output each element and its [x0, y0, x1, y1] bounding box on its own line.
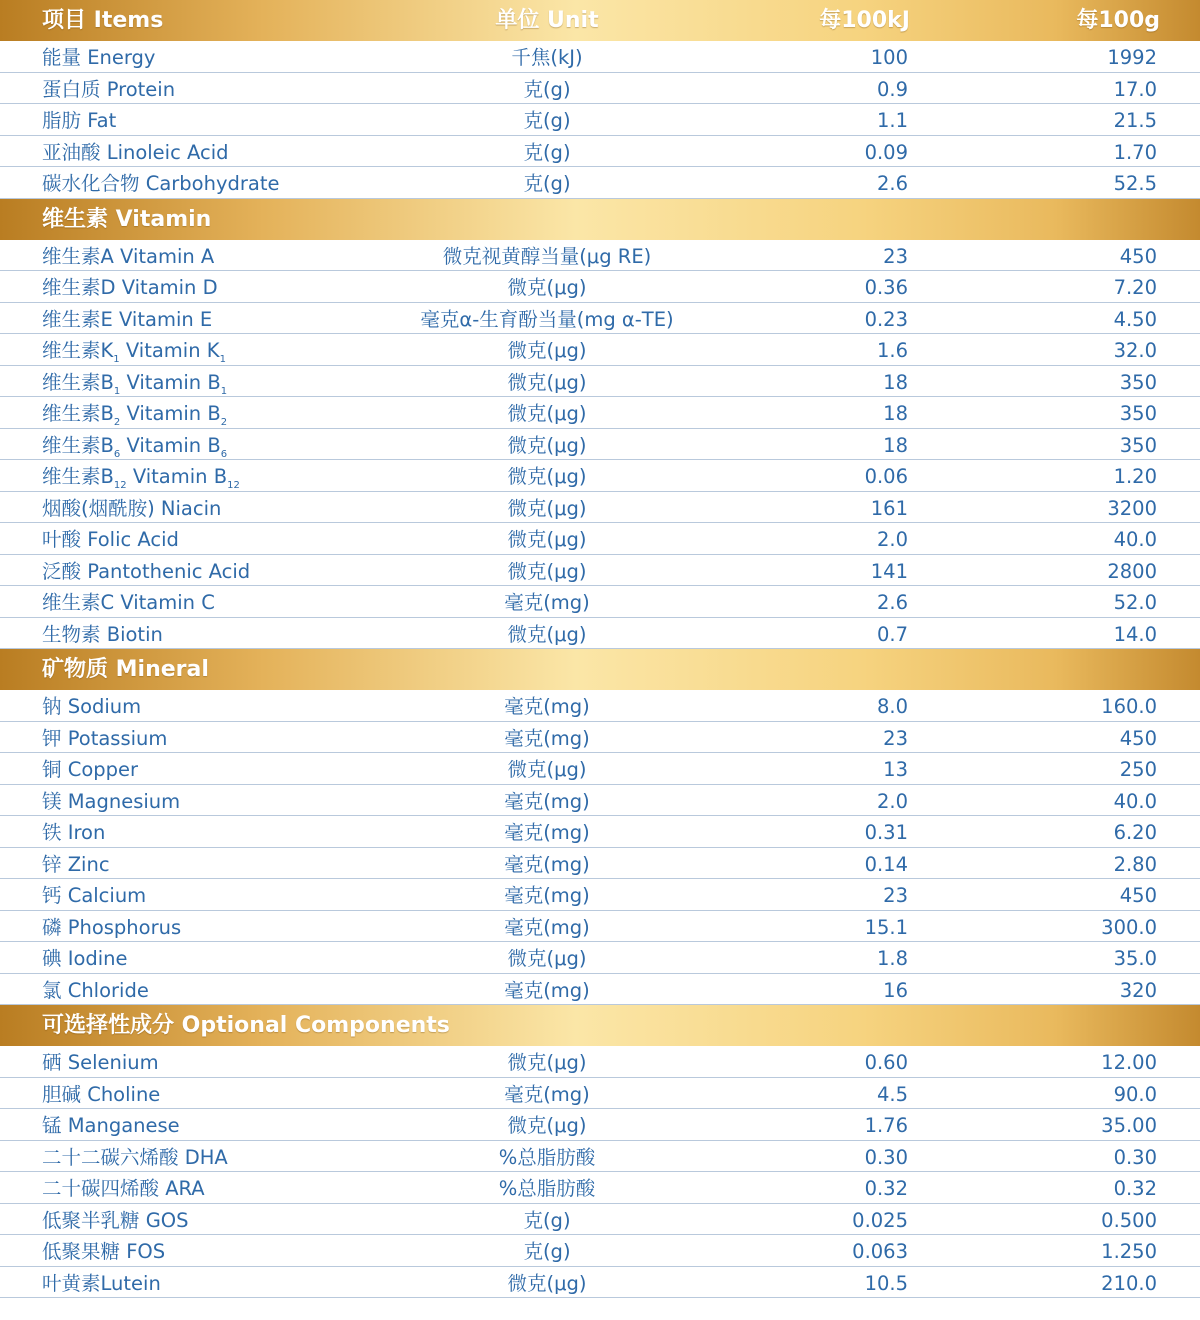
section-header [0, 1005, 1200, 1046]
item-unit: 微克(μg) [507, 559, 587, 583]
item-unit: 克(g) [523, 1240, 571, 1263]
value-per-100g: 12.00 [1101, 1051, 1157, 1074]
item-name-cn: 维生素K [42, 339, 114, 362]
table-row [0, 303, 1200, 335]
value-per-100g: 21.5 [1113, 109, 1157, 132]
value-per-100g: 450 [1119, 884, 1157, 907]
item-name: 碘 Iodine [42, 947, 128, 970]
table-row [0, 104, 1200, 136]
table-row [0, 785, 1200, 817]
value-per-100g: 450 [1119, 726, 1157, 750]
item-unit: 克(g) [523, 109, 571, 132]
value-per-100kj: 1.6 [876, 339, 908, 362]
table-row [0, 555, 1200, 587]
item-subscript: 12 [227, 480, 240, 491]
item-subscript: 6 [220, 448, 228, 460]
table-row [0, 366, 1200, 398]
item-name: 维生素D Vitamin D [42, 276, 218, 299]
value-per-100kj: 8.0 [876, 695, 908, 718]
item-name: 亚油酸 Linoleic Acid [42, 140, 229, 164]
value-per-100g: 90.0 [1113, 1082, 1157, 1106]
section-title: 矿物质 Mineral [42, 657, 209, 682]
value-per-100g: 0.32 [1113, 1177, 1157, 1200]
value-per-100g: 17.0 [1113, 77, 1157, 101]
table-row [0, 397, 1200, 429]
item-unit: 毫克α-生育酚当量(mg α-TE) [420, 307, 674, 331]
table-row [0, 460, 1200, 492]
value-per-100g: 40.0 [1113, 528, 1157, 551]
value-per-100g: 1.250 [1101, 1240, 1157, 1263]
value-per-100g: 1.70 [1113, 140, 1157, 164]
value-per-100g: 3200 [1107, 496, 1157, 520]
value-per-100g: 210.0 [1101, 1271, 1157, 1295]
item-unit: 微克(μg) [507, 465, 587, 488]
item-name-cn: 维生素B [42, 402, 114, 425]
item-name [42, 397, 227, 428]
item-unit: 毫克(mg) [504, 695, 590, 718]
value-per-100g: 35.0 [1113, 947, 1157, 970]
item-name: 生物素 Biotin [42, 622, 163, 646]
value-per-100g: 6.20 [1113, 821, 1157, 844]
item-name [42, 366, 227, 397]
table-row [0, 167, 1200, 199]
section-title: 可选择性成分 Optional Components [42, 1013, 450, 1038]
item-unit: 克(g) [523, 140, 571, 164]
item-name: 铜 Copper [42, 758, 139, 781]
table-row [0, 1078, 1200, 1110]
table-header [0, 0, 1200, 41]
table-row [0, 1204, 1200, 1236]
table-row [0, 879, 1200, 911]
table-row [0, 334, 1200, 366]
value-per-100g: 7.20 [1113, 276, 1157, 299]
item-unit: 微克(μg) [507, 1051, 587, 1074]
item-name: 二十二碳六烯酸 DHA [42, 1145, 228, 1169]
item-name: 钙 Calcium [42, 884, 147, 907]
value-per-100kj: 15.1 [864, 915, 908, 939]
section-header [0, 199, 1200, 240]
item-unit: 微克(μg) [507, 433, 587, 457]
value-per-100g: 160.0 [1101, 695, 1157, 718]
table-row [0, 1267, 1200, 1299]
value-per-100kj: 100 [870, 46, 908, 69]
item-name: 维生素A Vitamin A [42, 244, 215, 268]
item-name-en: Vitamin B [126, 465, 228, 488]
value-per-100kj: 1.8 [876, 947, 908, 970]
item-unit: 微克(μg) [507, 496, 587, 520]
value-per-100g: 0.500 [1101, 1208, 1157, 1232]
value-per-100kj: 0.30 [864, 1145, 908, 1169]
table-row [0, 41, 1200, 73]
value-per-100g: 1.20 [1113, 465, 1157, 488]
item-subscript: 1 [113, 385, 121, 397]
value-per-100g: 1992 [1107, 46, 1157, 69]
item-name: 二十碳四烯酸 ARA [42, 1177, 205, 1200]
table-row [0, 586, 1200, 618]
value-per-100kj: 1.1 [876, 109, 908, 132]
value-per-100kj: 0.06 [864, 465, 908, 488]
item-unit: %总脂肪酸 [498, 1177, 596, 1200]
item-unit: 微克(μg) [507, 339, 587, 362]
header-per-100kj: 每100kJ [819, 8, 910, 33]
item-name: 氯 Chloride [42, 978, 149, 1002]
value-per-100g: 350 [1119, 402, 1157, 425]
item-unit: 毫克(mg) [504, 852, 590, 876]
item-unit: 千焦(kJ) [511, 46, 583, 69]
value-per-100kj: 161 [870, 496, 908, 520]
item-unit: 微克(μg) [507, 370, 587, 394]
table-row [0, 1172, 1200, 1204]
item-name: 烟酸(烟酰胺) Niacin [42, 496, 222, 520]
item-unit: 微克(μg) [507, 402, 587, 425]
item-name: 维生素C Vitamin C [42, 591, 215, 614]
value-per-100g: 0.30 [1113, 1145, 1157, 1169]
value-per-100kj: 16 [883, 978, 908, 1002]
item-name-cn: 维生素B [42, 465, 114, 488]
header-per-100g: 每100g [1076, 8, 1160, 33]
item-subscript: 1 [113, 354, 120, 365]
value-per-100kj: 4.5 [876, 1082, 908, 1106]
item-name: 能量 Energy [42, 46, 156, 69]
item-name-cn: 维生素B [42, 370, 114, 394]
value-per-100g: 450 [1119, 244, 1157, 268]
table-body [0, 41, 1200, 1298]
value-per-100g: 14.0 [1113, 622, 1157, 646]
value-per-100g: 250 [1119, 758, 1157, 781]
item-subscript: 2 [220, 417, 228, 428]
table-row [0, 974, 1200, 1006]
table-row [0, 1141, 1200, 1173]
table-row [0, 73, 1200, 105]
value-per-100g: 40.0 [1113, 789, 1157, 813]
item-unit: 毫克(mg) [504, 726, 590, 750]
item-unit: 微克(μg) [507, 528, 587, 551]
item-unit: 毫克(mg) [504, 1082, 590, 1106]
value-per-100kj: 2.6 [876, 172, 908, 195]
item-unit: 毫克(mg) [504, 884, 590, 907]
item-subscript: 2 [113, 417, 121, 428]
table-row [0, 136, 1200, 168]
item-name: 锰 Manganese [42, 1114, 180, 1137]
value-per-100kj: 0.063 [852, 1240, 908, 1263]
table-row [0, 690, 1200, 722]
value-per-100kj: 18 [883, 402, 908, 425]
value-per-100kj: 0.31 [864, 821, 908, 844]
section-header [0, 649, 1200, 690]
table-row [0, 1046, 1200, 1078]
value-per-100kj: 0.14 [864, 852, 908, 876]
item-name: 钠 Sodium [42, 695, 142, 718]
table-row [0, 753, 1200, 785]
item-name: 低聚果糖 FOS [42, 1240, 166, 1263]
value-per-100g: 32.0 [1113, 339, 1157, 362]
item-name: 胆碱 Choline [42, 1082, 161, 1106]
value-per-100kj: 1.76 [864, 1114, 908, 1137]
value-per-100g: 4.50 [1113, 307, 1157, 331]
table-row [0, 271, 1200, 303]
value-per-100g: 2.80 [1113, 852, 1157, 876]
header-items: 项目 Items [42, 8, 164, 33]
value-per-100kj: 0.36 [864, 276, 908, 299]
item-name-cn: 维生素B [42, 433, 114, 457]
item-name-en: Vitamin B [120, 433, 221, 457]
item-unit: 毫克(mg) [504, 821, 590, 844]
item-unit: 微克(μg) [507, 1114, 587, 1137]
item-name: 蛋白质 Protein [42, 77, 176, 101]
item-name [42, 334, 226, 365]
table-row [0, 492, 1200, 524]
item-unit: 微克(μg) [507, 276, 587, 299]
value-per-100kj: 0.32 [864, 1177, 908, 1200]
table-row [0, 848, 1200, 880]
item-name-en: Vitamin K [119, 339, 220, 362]
item-name: 低聚半乳糖 GOS [42, 1208, 189, 1232]
item-unit: %总脂肪酸 [498, 1145, 596, 1169]
value-per-100g: 2800 [1107, 559, 1157, 583]
item-name: 脂肪 Fat [42, 109, 117, 132]
value-per-100kj: 0.23 [864, 307, 908, 331]
table-row [0, 1109, 1200, 1141]
table-row [0, 1235, 1200, 1267]
item-subscript: 1 [219, 354, 226, 365]
item-name [42, 460, 240, 491]
item-unit: 克(g) [523, 77, 571, 101]
value-per-100kj: 18 [883, 433, 908, 457]
value-per-100kj: 141 [870, 559, 908, 583]
item-name: 泛酸 Pantothenic Acid [42, 559, 251, 583]
value-per-100kj: 0.60 [864, 1051, 908, 1074]
item-subscript: 12 [113, 480, 127, 491]
item-name [42, 429, 227, 460]
value-per-100kj: 23 [883, 726, 908, 750]
table-row [0, 911, 1200, 943]
table-row [0, 942, 1200, 974]
item-subscript: 6 [113, 448, 121, 460]
table-row [0, 240, 1200, 272]
item-name-en: Vitamin B [120, 402, 221, 425]
value-per-100kj: 10.5 [864, 1271, 908, 1295]
value-per-100g: 350 [1119, 433, 1157, 457]
value-per-100g: 320 [1119, 978, 1157, 1002]
value-per-100kj: 23 [883, 244, 908, 268]
item-unit: 微克(μg) [507, 947, 587, 970]
table-row [0, 722, 1200, 754]
table-row [0, 618, 1200, 650]
section-title: 维生素 Vitamin [42, 206, 212, 232]
value-per-100kj: 2.0 [876, 789, 908, 813]
item-name: 镁 Magnesium [42, 789, 181, 813]
item-unit: 微克(μg) [507, 758, 587, 781]
item-name: 钾 Potassium [42, 726, 168, 750]
header-unit: 单位 Unit [495, 8, 599, 33]
value-per-100g: 52.0 [1113, 591, 1157, 614]
item-unit: 克(g) [523, 172, 571, 195]
item-name-en: Vitamin B [120, 370, 221, 394]
item-unit: 毫克(mg) [504, 978, 590, 1002]
item-name: 铁 Iron [42, 821, 106, 844]
item-name: 碳水化合物 Carbohydrate [42, 172, 280, 195]
value-per-100g: 300.0 [1101, 915, 1157, 939]
value-per-100kj: 0.7 [876, 622, 908, 646]
value-per-100kj: 13 [883, 758, 908, 781]
value-per-100kj: 0.09 [864, 140, 908, 164]
item-name: 叶黄素Lutein [42, 1271, 161, 1295]
item-name: 叶酸 Folic Acid [42, 528, 179, 551]
value-per-100kj: 0.9 [876, 77, 908, 101]
item-unit: 毫克(mg) [504, 915, 590, 939]
value-per-100kj: 2.6 [876, 591, 908, 614]
value-per-100g: 350 [1119, 370, 1157, 394]
item-unit: 微克(μg) [507, 622, 587, 646]
value-per-100kj: 2.0 [876, 528, 908, 551]
value-per-100g: 52.5 [1113, 172, 1157, 195]
table-row [0, 523, 1200, 555]
item-name: 维生素E Vitamin E [42, 307, 213, 331]
item-subscript: 1 [220, 385, 228, 397]
item-name: 磷 Phosphorus [42, 915, 182, 939]
item-unit: 毫克(mg) [504, 789, 590, 813]
table-row [0, 816, 1200, 848]
value-per-100kj: 18 [883, 370, 908, 394]
item-name: 锌 Zinc [42, 852, 110, 876]
item-unit: 克(g) [523, 1208, 571, 1232]
table-row [0, 429, 1200, 461]
value-per-100g: 35.00 [1101, 1114, 1157, 1137]
item-unit: 微克视黄醇当量(μg RE) [442, 244, 652, 268]
value-per-100kj: 0.025 [852, 1208, 908, 1232]
item-unit: 微克(μg) [507, 1271, 587, 1295]
item-name: 硒 Selenium [42, 1051, 159, 1074]
value-per-100kj: 23 [883, 884, 908, 907]
item-unit: 毫克(mg) [504, 591, 590, 614]
